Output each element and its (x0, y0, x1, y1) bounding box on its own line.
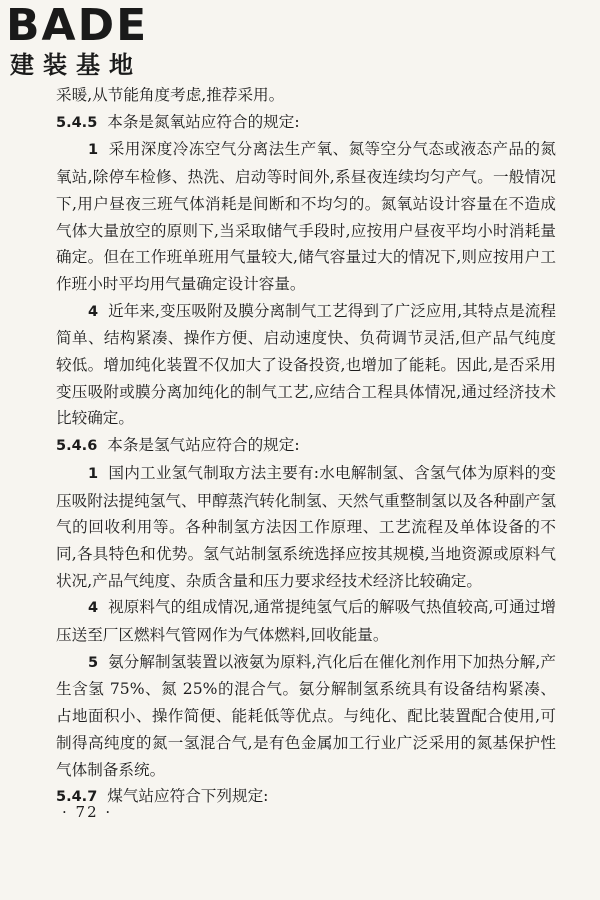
paragraph-number: 4 (88, 600, 99, 617)
section-number: 5.4.6 (56, 438, 98, 455)
logo-brand: BADE (6, 0, 149, 51)
paragraph-number: 5 (88, 654, 99, 671)
section-title: 本条是氮氧站应符合的规定: (107, 112, 300, 131)
paragraph-5-4-6-4 (56, 594, 556, 648)
document-body (56, 82, 556, 811)
continued-text: 采暖,从节能角度考虑,推荐采用。 (56, 86, 285, 104)
paragraph-number: 1 (88, 142, 99, 159)
section-5-4-6-heading (56, 432, 556, 460)
bade-logo (6, 2, 181, 82)
paragraph-text: 视原料气的组成情况,通常提纯氢气后的解吸气热值较高,可通过增压送至厂区燃料气管网作为气体燃料,回收能量。 (56, 598, 556, 645)
logo-subtitle: 建装基地 (10, 51, 142, 79)
paragraph-text: 采用深度冷冻空气分离法生产氧、氮等空分气态或液态产品的氮氧站,除停车检修、热洗、启动等时间外,系昼夜连续均匀产气。一般情况下,用户昼夜三班气体消耗是间断和不均匀的。氮氧站设计容量在不造成气体大量放空的原则下,当采取储气手段时,应按用户昼夜平均小时消耗量确定。但在工作班单班用气量较大,储气容量过大的情况下,则应按用户工作班小时平均用气量确定设计容量。 (56, 140, 556, 293)
section-number: 5.4.5 (56, 114, 98, 131)
paragraph-text: 国内工业氢气制取方法主要有:水电解制氢、含氢气体为原料的变压吸附法提纯氢气、甲醇蒸汽转化制氢、天然气重整制氢以及各种副产氢气的回收利用等。各种制氢方法因工作原理、工艺流程及单体设备的不同,各具特色和优势。氢气站制氢系统选择应按其规模,当地资源或原料气状况,产品气纯度、杂质含量和压力要求经技术经济比较确定。 (56, 463, 556, 590)
paragraph-text: 近年来,变压吸附及膜分离制气工艺得到了广泛应用,其特点是流程简单、结构紧凑、操作方便、启动速度快、负荷调节灵活,但产品气纯度较低。增加纯化装置不仅加大了设备投资,也增加了能耗。因此,是否采用变压吸附或膜分离加纯化的制气工艺,应结合工程具体情况,通过经济技术比较确定。 (56, 301, 556, 428)
paragraph-5-4-6-5 (56, 649, 556, 784)
section-number: 5.4.7 (56, 789, 98, 806)
paragraph-5-4-5-4 (56, 298, 556, 433)
paragraph-text: 氨分解制氢装置以液氨为原料,汽化后在催化剂作用下加热分解,产生含氢 75%、氮 25%的混合气。氨分解制氢系统具有设备结构紧凑、占地面积小、操作简便、能耗低等优点。与纯化、配比装置配合使用,可制得高纯度的氮一氢混合气,是有色金属加工行业广泛采用的氮基保护性气体制备系统。 (56, 652, 556, 779)
paragraph-5-4-6-1 (56, 460, 556, 595)
section-title: 煤气站应符合下列规定: (107, 787, 269, 806)
paragraph-5-4-5-1 (56, 136, 556, 297)
paragraph-number: 1 (88, 465, 99, 482)
section-5-4-7-heading (56, 783, 556, 811)
section-5-4-5-heading (56, 109, 556, 137)
page-number: · 72 · (62, 803, 113, 821)
paragraph-number: 4 (88, 303, 99, 320)
section-title: 本条是氢气站应符合的规定: (107, 436, 300, 455)
